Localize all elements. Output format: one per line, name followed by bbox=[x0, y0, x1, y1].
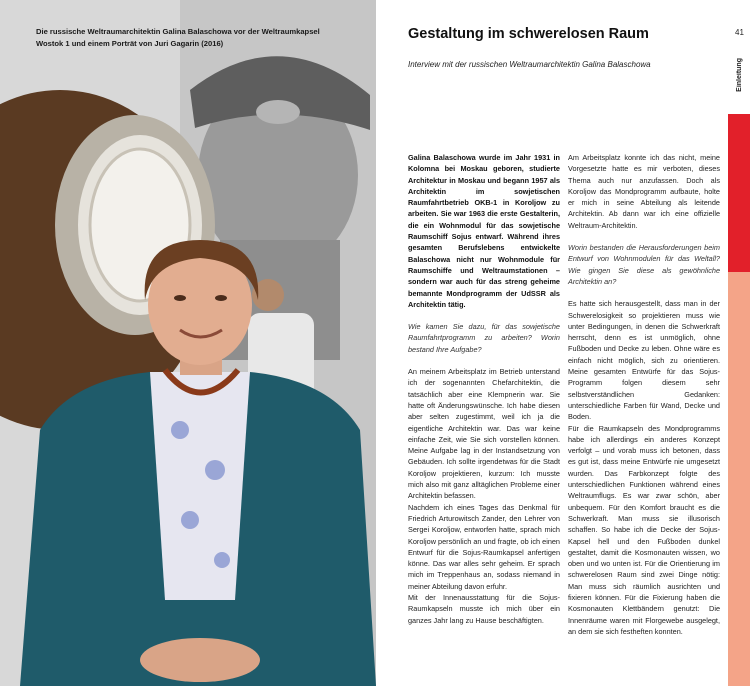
chapter-tab-marker bbox=[728, 114, 750, 272]
interview-question: Wie kamen Sie dazu, für das sowjetische Raumfahrtprogramm zu arbeiten? Worin bestand Ihre Aufgabe? bbox=[408, 322, 560, 354]
answer-paragraph: Nachdem ich eines Tages das Denkmal für Friedrich Arturowitsch Zander, den Lehrer von Sergei Koroljow, entworfen hatte, sprach mich Koroljow persönlich an und fragte, ob ich einen Entwurf für die Sojus-Raumkapsel anfertigen könne. Das war alles sehr geheim. Er sprach mich im Treppenhaus an, sodass niemand in meiner Abteilung davon erfuhr. bbox=[408, 502, 560, 591]
answer-paragraph: Mit der Innenausstattung für die Sojus-Raumkapseln musste ich mich über ein ganzes Jahr lang zu Hause beschäftigten. bbox=[408, 592, 560, 625]
article-title: Gestaltung im schwerelosen Raum bbox=[408, 26, 649, 42]
page-number: 41 bbox=[735, 28, 744, 37]
lead-paragraph: Galina Balaschowa wurde im Jahr 1931 in Kolomna bei Moskau geboren, studierte Architektur in Moskau und begann 1957 als Architektin im sowjetischen Raumfahrtbetrieb OKB-1 in Koroljow zu arbeiten. Sie war 1963 die erste Gestalterin, die ein Wohnmodul für das sowjetische Raumschiff Sojus entwarf. Während ihres gesamten Berufslebens entwickelte Balaschowa nicht nur Wohnmodule für Raumschiffe und Weltraumstationen – sondern war auch für das streng geheime bemannte Mondprogramm der UdSSR als Architektin tätig. bbox=[408, 153, 560, 309]
chapter-tab-top bbox=[728, 0, 750, 114]
article-subtitle: Interview mit der russischen Weltraumarchitektin Galina Balaschowa bbox=[408, 60, 651, 69]
chapter-label: Einleitung bbox=[736, 58, 743, 92]
text-column-right bbox=[568, 152, 720, 637]
photo-caption: Die russische Weltraumarchitektin Galina Balaschowa vor der Weltraumkapsel Wostok 1 und einem Porträt von Juri Gagarin (2016) bbox=[36, 27, 320, 48]
answer-paragraph: An meinem Arbeitsplatz im Betrieb unterstand ich der sogenannten Chefarchitektin, die tatsächlich aber eine Klempnerin war. Sie hatte oft Änderungswünsche. Ich habe diesen aber selten zugestimmt, weil ich ja die eigentliche Architektin war. Das war keine einfache Zeit, wie Sie sich vorstellen können. Meine Aufgabe lag in der Instandsetzung von Gebäuden. Ich sollte irgendetwas für die Stadt Koroljow projektieren, kurzum: Ich musste mich also mit ganz alltäglichen Probleme einer Architektin befassen. bbox=[408, 367, 560, 501]
answer-paragraph: Am Arbeitsplatz konnte ich das nicht, meine Vorgesetzte hatte es mir verboten, dieses Thema auch nur anzufassen. Doch als Koroljow das Mondprogramm aufbaute, holte er mich in seine Abteilung als leitende Architektin. Ab dann war ich eine offizielle Weltraum-Architektin. bbox=[568, 153, 720, 230]
answer-paragraph: Für die Raumkapseln des Mondprogramms habe ich allerdings ein anderes Konzept verfolgt – und vorab muss ich betonen, dass es gut ist, dass meine Entwürfe nie umgesetzt wurden. Das Farbkonzept folgte des unterschiedlichen Funktionen während eines Weltraumflugs. Es war zwar schön, aber unbequem. Für den Komfort braucht es die Schwerkraft. Man muss sie illusorisch schaffen. So habe ich die Decke der Sojus-Kapsel hell und den Fußboden dunkel gestaltet, damit die Kosmonauten wissen, wo oben und wo unten ist. Für die Orientierung im schwerelosen Raum sind zwei Dinge nötig: Man muss sich räumlich ausrichten und fixieren können. Für die Fixierung haben die Kosmonauten Klettbändern genutzt: Die Innenräume waren mit Florgewebe ausgelegt, an dem sie sich festheften konnten. bbox=[568, 423, 720, 636]
chapter-tab-bar bbox=[728, 0, 750, 686]
text-column-left bbox=[408, 152, 560, 626]
answer-paragraph: Es hatte sich herausgestellt, dass man in der Schwerelosigkeit so projektieren muss wie unter Bedingungen, in denen die Schwerkraft herrscht, denn es ist unmöglich, ohne Fußboden und Decke zu leben. Ohne wäre es einfach nicht möglich, sich zu orientieren. Meine gesamten Entwürfe für das Sojus-Programm folgen diesem sehr selbstverständlichen Gedanken: unterschiedliche Farben für Wand, Decke und Boden. bbox=[568, 299, 720, 422]
article-page bbox=[376, 0, 728, 686]
interview-question: Worin bestanden die Herausforderungen beim Entwurf von Wohnmodulen für das Weltall? Wie gingen Sie diese als gewöhnliche Architektin an? bbox=[568, 243, 720, 286]
